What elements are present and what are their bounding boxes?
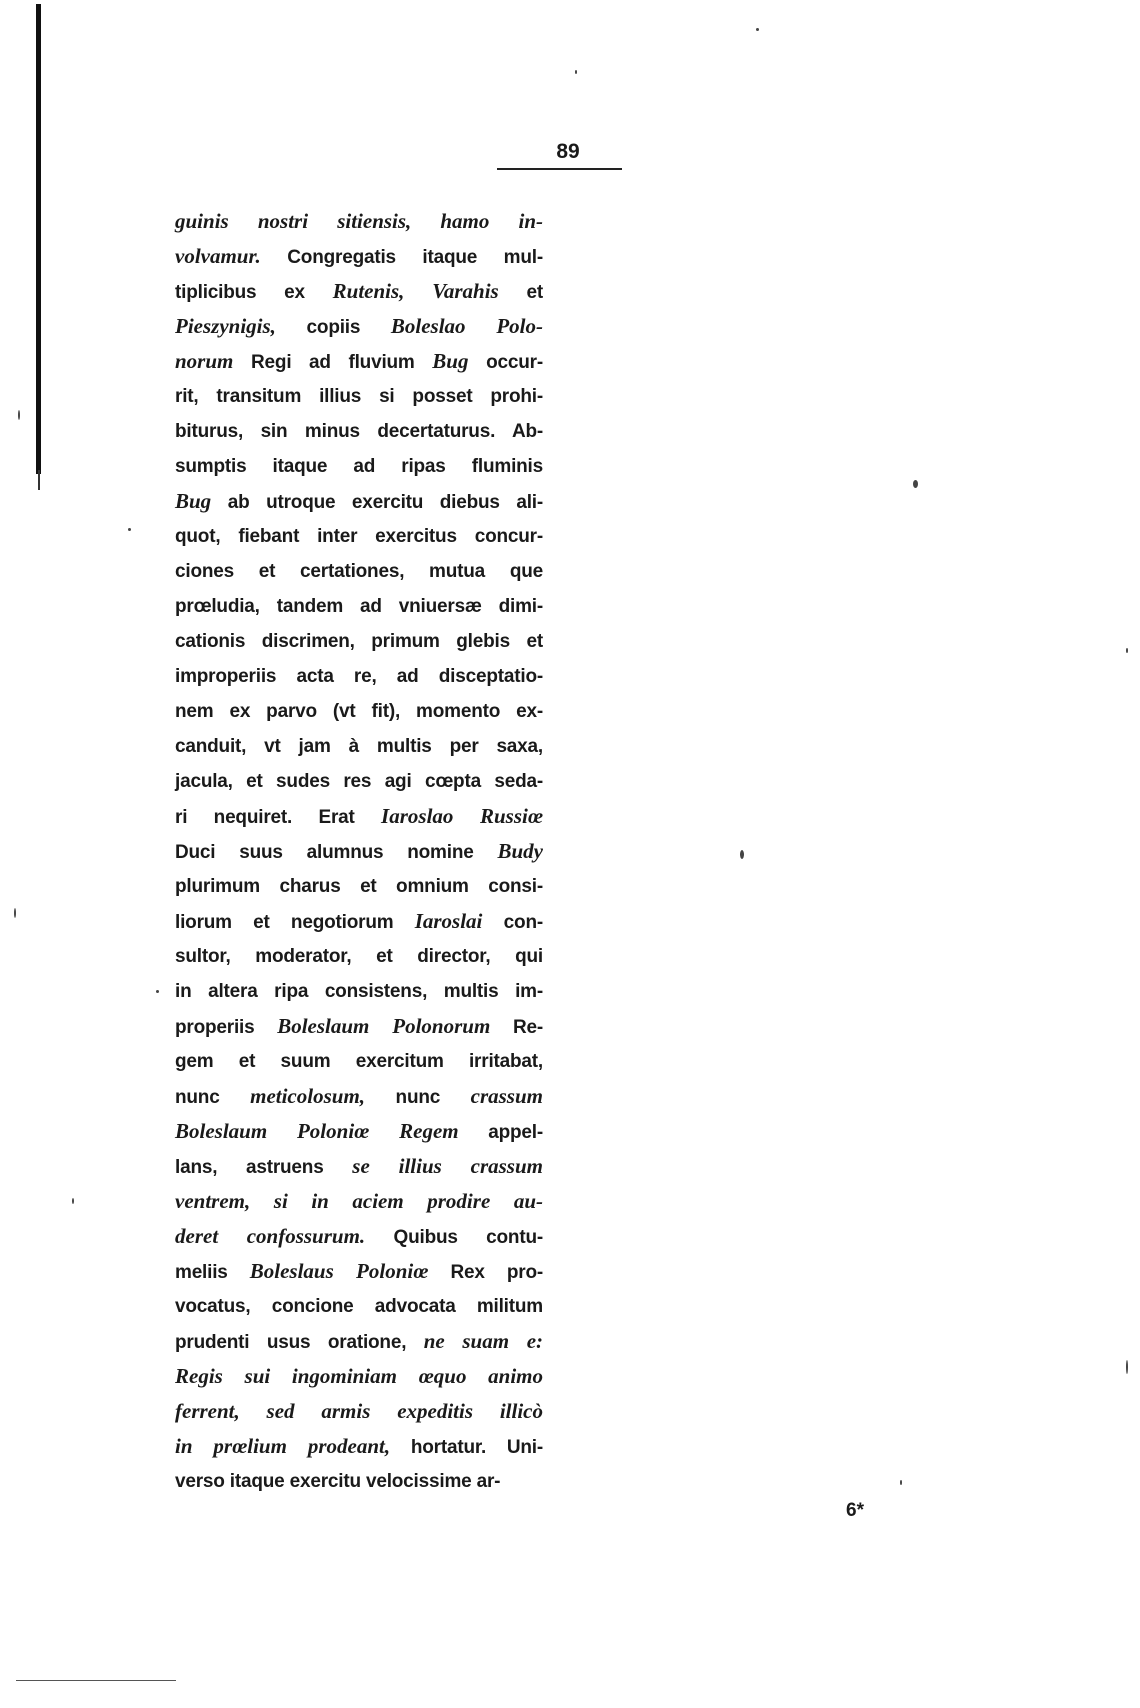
text-line	[175, 344, 543, 379]
text-line	[175, 379, 543, 414]
text-run: quot, fiebant inter exercitus concur-	[175, 526, 543, 547]
scan-speck	[575, 70, 577, 74]
italic-text: Regis sui ingominiam œquo animo	[175, 1364, 543, 1388]
text-run	[404, 282, 432, 303]
text-line	[175, 1289, 543, 1324]
scan-speck	[900, 1480, 902, 1485]
text-run: con-	[482, 912, 543, 933]
text-run: canduit, vt jam à multis per saxa,	[175, 736, 543, 757]
text-run: cationis discrimen, primum glebis et	[175, 631, 543, 652]
signature-mark: 6*	[846, 1500, 864, 1521]
text-run: nem ex parvo (vt fit), momento ex-	[175, 701, 543, 722]
text-run: Duci suus alumnus nomine	[175, 842, 498, 863]
italic-text: Boleslaum Poloniœ Regem	[175, 1119, 459, 1143]
text-run: lans, astruens	[175, 1157, 353, 1178]
text-run: et	[498, 282, 543, 303]
italic-text: guinis nostri sitiensis,	[175, 209, 412, 233]
italic-text: meticolosum,	[250, 1084, 366, 1108]
text-run: occur-	[468, 352, 543, 373]
scan-speck	[72, 1198, 74, 1204]
scan-speck	[14, 908, 16, 918]
text-line	[175, 554, 543, 589]
text-line	[175, 1149, 543, 1184]
text-run: prœludia, tandem ad vniuersæ dimi-	[175, 596, 543, 617]
text-run: Quibus contu-	[365, 1227, 543, 1248]
italic-text: in prœlium prodeant,	[175, 1434, 391, 1458]
header-rule	[497, 168, 622, 170]
text-run: prudenti usus oratione,	[175, 1332, 424, 1353]
text-run: plurimum charus et omnium consi-	[175, 876, 543, 897]
italic-text: Boleslaum Polonorum	[277, 1014, 491, 1038]
scan-speck	[18, 410, 20, 420]
italic-text: ventrem, si in aciem prodire au-	[175, 1189, 543, 1213]
text-run: vocatus, concione advocata militum	[175, 1296, 543, 1317]
text-line	[175, 1429, 543, 1464]
text-line	[175, 1324, 543, 1359]
text-run: verso itaque exercitu velocissime ar-	[175, 1471, 501, 1492]
italic-text: norum	[175, 349, 234, 373]
scan-speck	[128, 528, 131, 531]
italic-text: Pieszynigis,	[175, 314, 276, 338]
text-line	[175, 624, 543, 659]
scan-speck	[740, 850, 744, 859]
body-text	[175, 204, 543, 1499]
text-line	[175, 939, 543, 974]
text-run: appel-	[458, 1122, 543, 1143]
text-line	[175, 729, 543, 764]
text-run: ri nequiret. Erat	[175, 807, 382, 828]
text-run: properiis	[175, 1017, 278, 1038]
italic-text: deret confossurum.	[175, 1224, 366, 1248]
text-line	[175, 1009, 543, 1044]
text-run: rit, transitum illius si posset prohi-	[175, 386, 543, 407]
text-run: biturus, sin minus decertaturus. Ab-	[175, 421, 543, 442]
italic-text: Boleslao Polo-	[390, 314, 543, 338]
text-run: nunc	[365, 1087, 471, 1108]
binding-edge	[36, 4, 41, 474]
scan-speck	[1126, 1360, 1128, 1374]
text-run: Regi ad fluvium	[233, 352, 433, 373]
text-line	[175, 799, 543, 834]
text-run: Congregatis itaque mul-	[260, 247, 543, 268]
text-line	[175, 204, 543, 239]
text-line	[175, 869, 543, 904]
text-line	[175, 309, 543, 344]
page-number: 89	[556, 140, 580, 163]
italic-text: ne suam e:	[423, 1329, 544, 1353]
italic-text: Boleslaus Poloniœ	[249, 1259, 429, 1283]
text-line	[175, 1219, 543, 1254]
text-run: ciones et certationes, mutua que	[175, 561, 543, 582]
text-line	[175, 484, 543, 519]
text-run: gem et suum exercitum irritabat,	[175, 1051, 543, 1072]
italic-text: se illius crassum	[352, 1154, 543, 1178]
scan-speck	[756, 28, 759, 31]
text-line	[175, 1079, 543, 1114]
text-line	[175, 1359, 543, 1394]
text-line	[175, 974, 543, 1009]
text-line	[175, 1254, 543, 1289]
italic-text: hamo in-	[440, 209, 543, 233]
italic-text: Budy	[497, 839, 543, 863]
scan-speck	[1126, 648, 1128, 653]
scan-speck	[156, 990, 159, 993]
italic-text: Iaroslai	[414, 909, 483, 933]
text-line	[175, 1464, 543, 1499]
text-run: in altera ripa consistens, multis im-	[175, 981, 543, 1002]
italic-text: Varahis	[432, 279, 499, 303]
text-line	[175, 1184, 543, 1219]
text-run: copiis	[275, 317, 391, 338]
italic-text: volvamur.	[175, 244, 261, 268]
text-line	[175, 589, 543, 624]
italic-text: Bug	[432, 349, 469, 373]
text-run: sultor, moderator, et director, qui	[175, 946, 543, 967]
text-run: jacula, et sudes res agi cœpta seda-	[175, 771, 543, 792]
text-line	[175, 904, 543, 939]
text-line	[175, 274, 543, 309]
text-run: tiplicibus ex	[175, 282, 333, 303]
text-run: ab utroque exercitu diebus ali-	[211, 492, 543, 513]
text-run: nunc	[175, 1087, 251, 1108]
text-line	[175, 1114, 543, 1149]
text-run: hortatur. Uni-	[390, 1437, 543, 1458]
text-run: Re-	[490, 1017, 543, 1038]
text-line	[175, 694, 543, 729]
text-line	[175, 834, 543, 869]
italic-text: Bug	[175, 489, 212, 513]
text-line	[175, 764, 543, 799]
text-run: meliis	[175, 1262, 250, 1283]
binding-edge-shadow	[38, 470, 40, 490]
text-run: liorum et negotiorum	[175, 912, 415, 933]
text-line	[175, 659, 543, 694]
italic-text: crassum	[470, 1084, 543, 1108]
italic-text: Iaroslao Russiœ	[381, 804, 543, 828]
bottom-rule	[16, 1680, 176, 1681]
scan-speck	[913, 480, 918, 488]
text-line	[175, 1394, 543, 1429]
text-line	[175, 1044, 543, 1079]
text-run	[411, 212, 440, 233]
italic-text: Rutenis,	[332, 279, 405, 303]
text-line	[175, 449, 543, 484]
text-run: sumptis itaque ad ripas fluminis	[175, 456, 543, 477]
text-run: Rex pro-	[428, 1262, 543, 1283]
text-line	[175, 414, 543, 449]
italic-text: ferrent, sed armis expeditis illicò	[175, 1399, 543, 1423]
text-line	[175, 239, 543, 274]
text-line	[175, 519, 543, 554]
text-run: improperiis acta re, ad disceptatio-	[175, 666, 543, 687]
